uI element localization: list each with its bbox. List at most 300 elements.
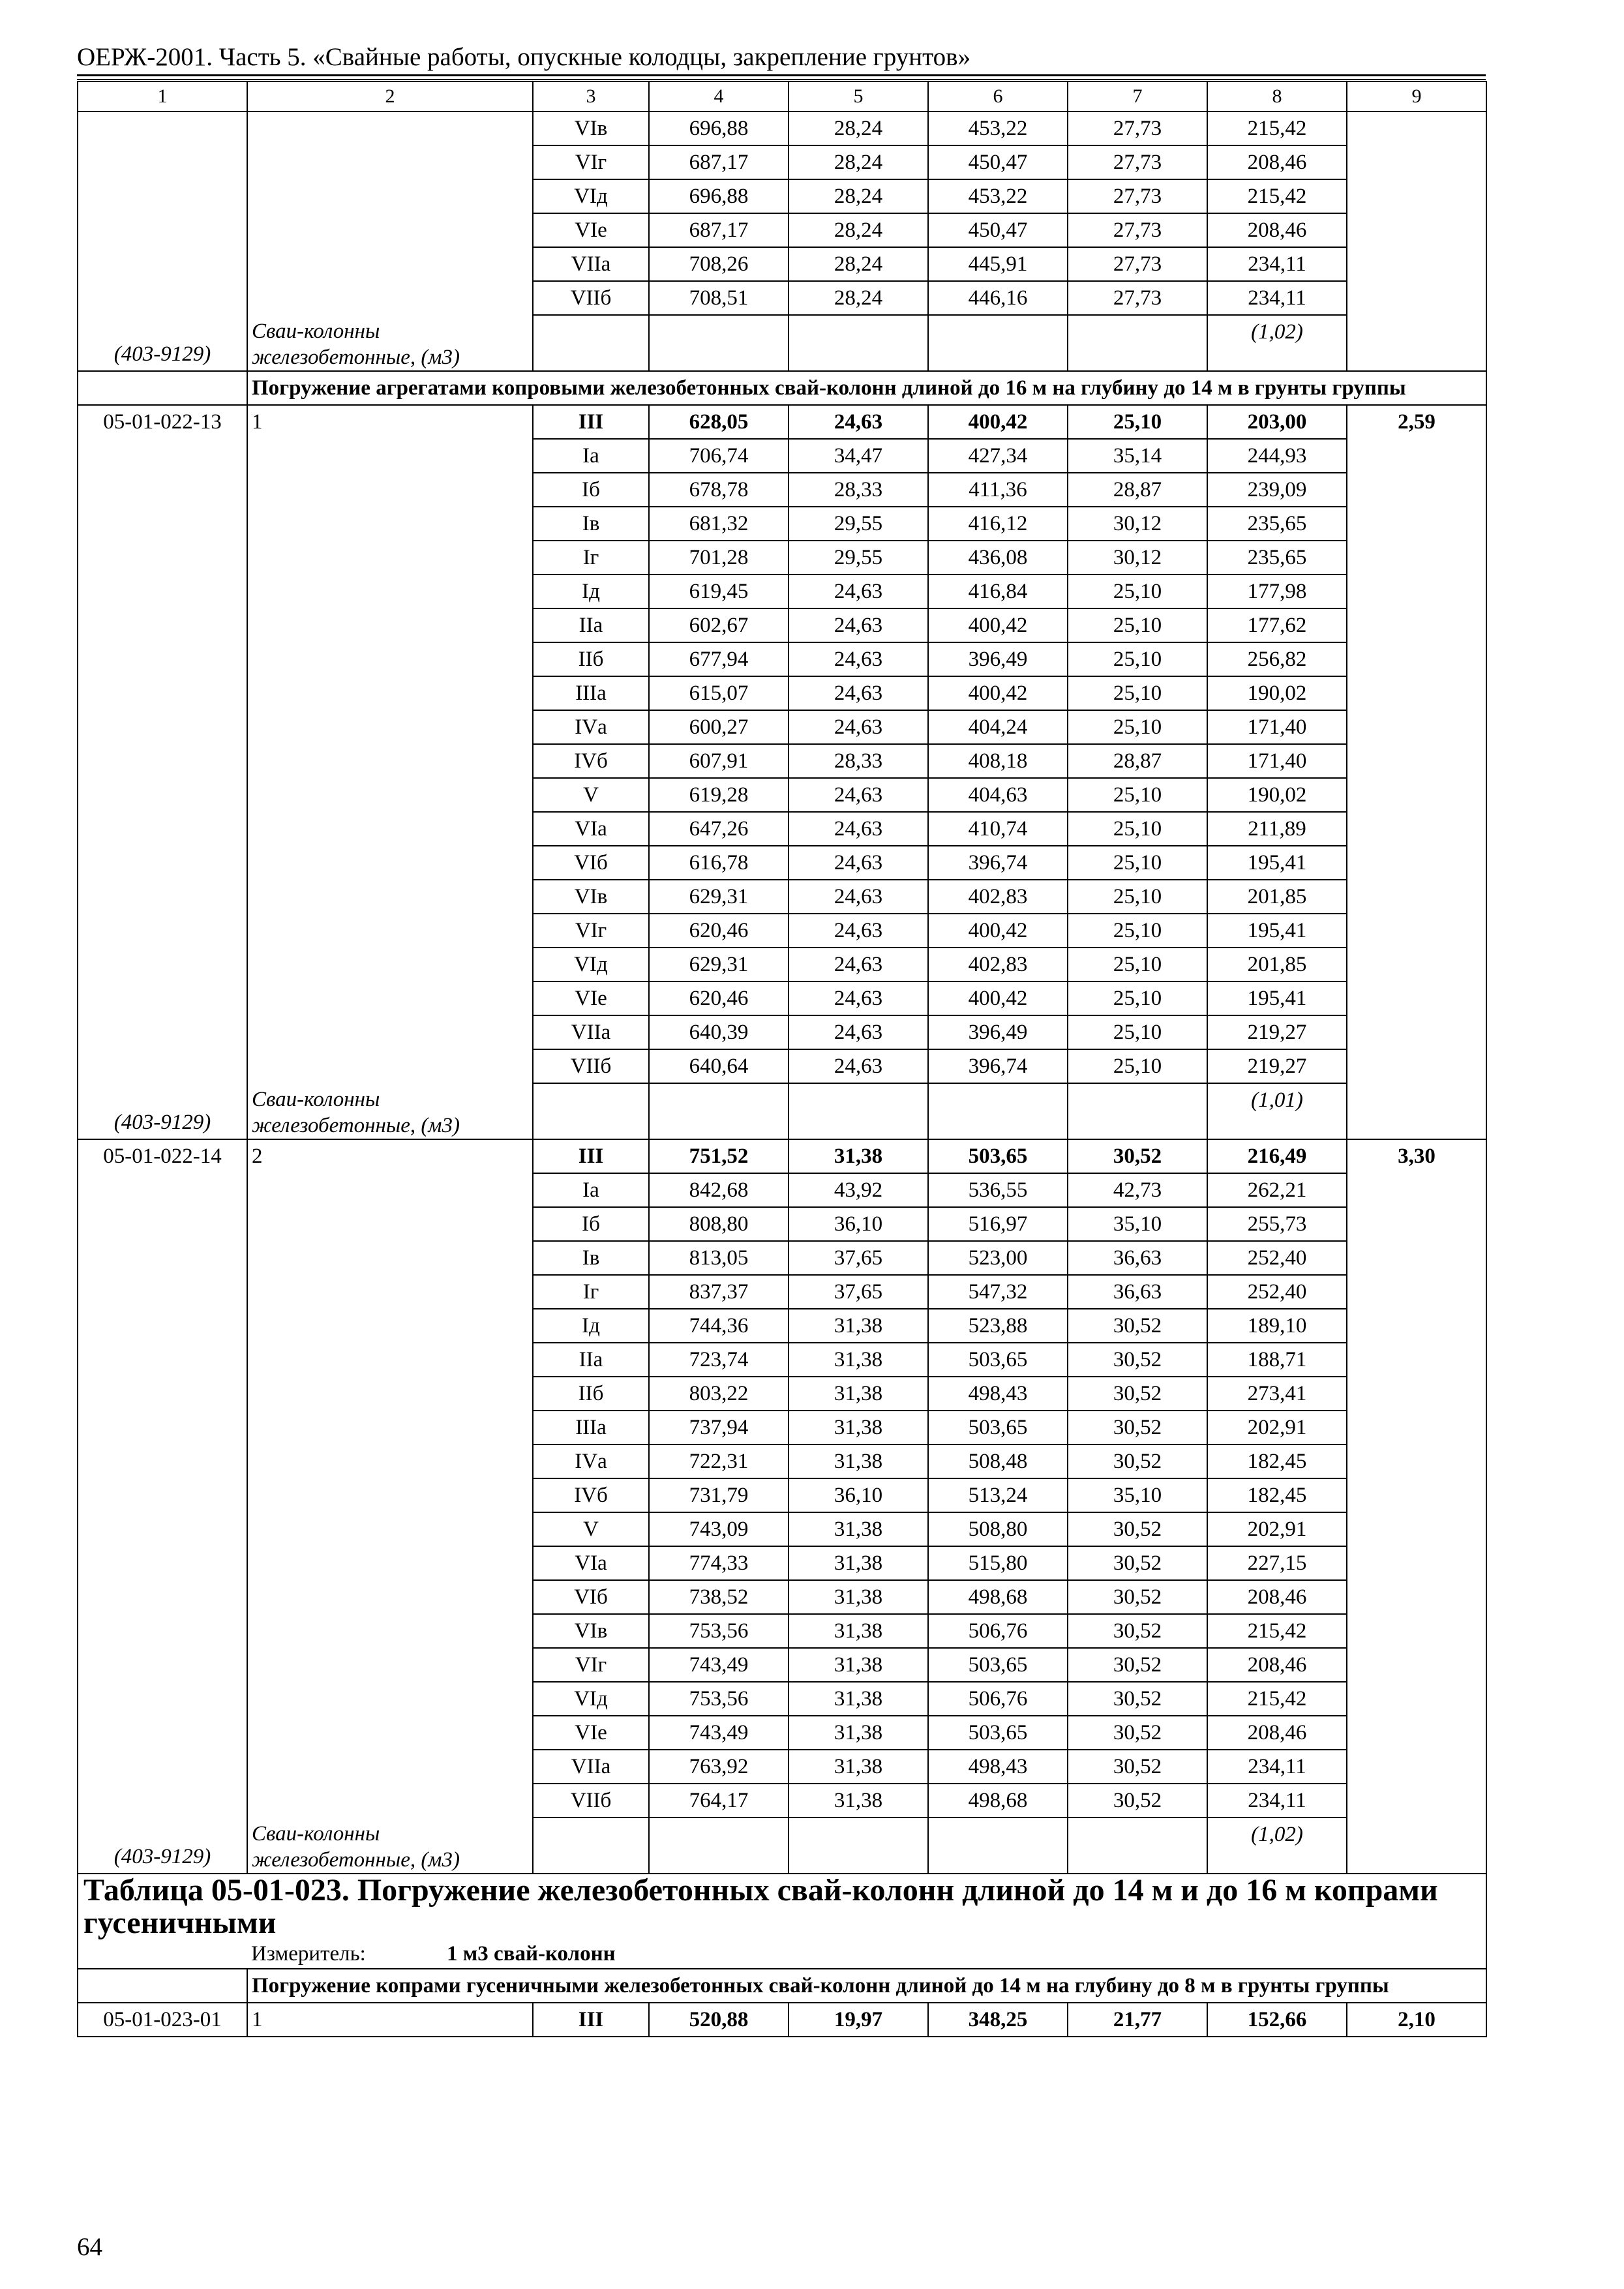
- value-cell: 620,46: [649, 914, 789, 948]
- value-cell: 27,73: [1068, 247, 1207, 281]
- value-cell: 506,76: [928, 1682, 1068, 1716]
- material-unit-line: железобетонные, (м3): [252, 346, 460, 369]
- table-row: [78, 112, 1486, 145]
- value-cell: 201,85: [1207, 948, 1347, 981]
- soil-category-cell: VIв: [533, 1614, 649, 1648]
- value-cell: 629,31: [649, 948, 789, 981]
- value-cell: 252,40: [1207, 1275, 1347, 1309]
- value-cell: 620,46: [649, 981, 789, 1015]
- value-cell: 450,47: [928, 145, 1068, 179]
- value-cell: 25,10: [1068, 812, 1207, 846]
- value-cell: 35,10: [1068, 1478, 1207, 1512]
- header-rule-inner: [77, 79, 1486, 80]
- column-number-row: [78, 82, 1486, 112]
- value-cell: 24,63: [789, 575, 928, 608]
- value-cell: 708,26: [649, 247, 789, 281]
- empty-cell: [1347, 541, 1486, 575]
- value-cell: 28,24: [789, 145, 928, 179]
- value-cell: 400,42: [928, 676, 1068, 710]
- workload-cell: 2,10: [1347, 2003, 1486, 2037]
- soil-category-cell: Iб: [533, 473, 649, 507]
- table-row: [78, 405, 1486, 439]
- value-cell: 234,11: [1207, 247, 1347, 281]
- soil-category-cell: VIIа: [533, 247, 649, 281]
- value-cell: 678,78: [649, 473, 789, 507]
- value-cell: 208,46: [1207, 1716, 1347, 1750]
- empty-cell: [1347, 914, 1486, 948]
- empty-cell: [78, 1969, 247, 2003]
- material-row: [78, 1818, 1486, 1874]
- value-cell: 36,10: [789, 1478, 928, 1512]
- value-cell: 31,38: [789, 1546, 928, 1580]
- soil-category-cell: VIIб: [533, 281, 649, 315]
- column-number: 7: [1068, 82, 1207, 112]
- value-cell: 30,52: [1068, 1444, 1207, 1478]
- value-cell: 619,45: [649, 575, 789, 608]
- value-cell: 416,12: [928, 507, 1068, 541]
- value-cell: 763,92: [649, 1750, 789, 1784]
- empty-cell: [78, 1939, 247, 1969]
- value-cell: 411,36: [928, 473, 1068, 507]
- empty-cell: [1347, 575, 1486, 608]
- empty-cell: [789, 315, 928, 371]
- value-cell: 503,65: [928, 1411, 1068, 1444]
- value-cell: 737,94: [649, 1411, 789, 1444]
- soil-category-cell: IVб: [533, 1478, 649, 1512]
- value-cell: 404,24: [928, 710, 1068, 744]
- group-cell: 2: [247, 1139, 533, 1818]
- empty-cell: [1347, 1716, 1486, 1750]
- value-cell: 215,42: [1207, 1682, 1347, 1716]
- column-number: 1: [78, 82, 247, 112]
- value-cell: 171,40: [1207, 744, 1347, 778]
- rates-table-body: [78, 82, 1486, 2037]
- empty-cell: [1347, 1546, 1486, 1580]
- value-cell: 24,63: [789, 812, 928, 846]
- value-cell: 677,94: [649, 642, 789, 676]
- empty-cell: [1347, 1682, 1486, 1716]
- code-cell: [78, 112, 247, 315]
- soil-category-cell: V: [533, 1512, 649, 1546]
- value-cell: 27,73: [1068, 112, 1207, 145]
- value-cell: 31,38: [789, 1377, 928, 1411]
- value-cell: 25,10: [1068, 914, 1207, 948]
- rate-code-cell: 05-01-023-01: [78, 2003, 247, 2037]
- value-cell: 396,74: [928, 1049, 1068, 1083]
- column-number: 5: [789, 82, 928, 112]
- value-cell: 24,63: [789, 880, 928, 914]
- value-cell: 25,10: [1068, 608, 1207, 642]
- value-cell: 30,52: [1068, 1512, 1207, 1546]
- empty-cell: [533, 315, 649, 371]
- value-cell: 36,63: [1068, 1275, 1207, 1309]
- value-cell: 503,65: [928, 1343, 1068, 1377]
- soil-category-cell: VIг: [533, 914, 649, 948]
- value-cell: 24,63: [789, 981, 928, 1015]
- material-name-cell: [247, 315, 533, 371]
- empty-cell: [1347, 1049, 1486, 1083]
- empty-cell: [1347, 1648, 1486, 1682]
- value-cell: 28,24: [789, 247, 928, 281]
- empty-cell: [1347, 179, 1486, 213]
- value-cell: 436,08: [928, 541, 1068, 575]
- value-cell: 31,38: [789, 1580, 928, 1614]
- value-cell: 764,17: [649, 1784, 789, 1818]
- soil-category-cell: V: [533, 778, 649, 812]
- value-cell: 37,65: [789, 1275, 928, 1309]
- value-cell: 25,10: [1068, 981, 1207, 1015]
- value-cell: 615,07: [649, 676, 789, 710]
- empty-cell: [1347, 1309, 1486, 1343]
- workload-cell: 2,59: [1347, 405, 1486, 439]
- value-cell: 743,49: [649, 1716, 789, 1750]
- material-qty-cell: (1,01): [1207, 1083, 1347, 1139]
- value-cell: 28,87: [1068, 744, 1207, 778]
- empty-cell: [1347, 281, 1486, 315]
- soil-category-cell: IVа: [533, 710, 649, 744]
- value-cell: 600,27: [649, 710, 789, 744]
- value-cell: 188,71: [1207, 1343, 1347, 1377]
- value-cell: 35,10: [1068, 1207, 1207, 1241]
- soil-category-cell: VIд: [533, 179, 649, 213]
- empty-cell: [1347, 1512, 1486, 1546]
- unit-row: [78, 1939, 1486, 1969]
- soil-category-cell: Iв: [533, 1241, 649, 1275]
- value-cell: 706,74: [649, 439, 789, 473]
- value-cell: 400,42: [928, 981, 1068, 1015]
- column-number: 3: [533, 82, 649, 112]
- value-cell: 751,52: [649, 1139, 789, 1173]
- empty-cell: [1347, 1377, 1486, 1411]
- value-cell: 25,10: [1068, 880, 1207, 914]
- empty-cell: [928, 1083, 1068, 1139]
- empty-cell: [1068, 1083, 1207, 1139]
- soil-category-cell: IIб: [533, 642, 649, 676]
- value-cell: 24,63: [789, 608, 928, 642]
- value-cell: 753,56: [649, 1682, 789, 1716]
- value-cell: 24,63: [789, 1015, 928, 1049]
- empty-cell: [1347, 880, 1486, 914]
- value-cell: 396,49: [928, 1015, 1068, 1049]
- value-cell: 239,09: [1207, 473, 1347, 507]
- value-cell: 602,67: [649, 608, 789, 642]
- soil-category-cell: IIIа: [533, 676, 649, 710]
- empty-cell: [533, 1818, 649, 1874]
- material-code-cell: (403-9129): [78, 1083, 247, 1139]
- material-name-line: Сваи-колонны: [252, 320, 380, 343]
- value-cell: 687,17: [649, 145, 789, 179]
- soil-category-cell: VIе: [533, 213, 649, 247]
- value-cell: 208,46: [1207, 213, 1347, 247]
- value-cell: 27,73: [1068, 145, 1207, 179]
- value-cell: 774,33: [649, 1546, 789, 1580]
- document-header: ОЕРЖ-2001. Часть 5. «Свайные работы, опускные колодцы, закрепление грунтов»: [77, 43, 971, 71]
- value-cell: 29,55: [789, 541, 928, 575]
- empty-cell: [1347, 1784, 1486, 1818]
- value-cell: 523,88: [928, 1309, 1068, 1343]
- soil-category-cell: IIIа: [533, 1411, 649, 1444]
- group-cell: 1: [247, 2003, 533, 2037]
- value-cell: 235,65: [1207, 507, 1347, 541]
- empty-cell: [1347, 213, 1486, 247]
- empty-cell: [1347, 1818, 1486, 1874]
- value-cell: 400,42: [928, 608, 1068, 642]
- value-cell: 190,02: [1207, 778, 1347, 812]
- material-unit-line: железобетонные, (м3): [252, 1114, 460, 1137]
- value-cell: 255,73: [1207, 1207, 1347, 1241]
- value-cell: 25,10: [1068, 846, 1207, 880]
- value-cell: 27,73: [1068, 281, 1207, 315]
- value-cell: 640,64: [649, 1049, 789, 1083]
- value-cell: 25,10: [1068, 575, 1207, 608]
- value-cell: 503,65: [928, 1716, 1068, 1750]
- empty-cell: [1347, 507, 1486, 541]
- value-cell: 31,38: [789, 1716, 928, 1750]
- value-cell: 813,05: [649, 1241, 789, 1275]
- soil-category-cell: VIв: [533, 880, 649, 914]
- value-cell: 273,41: [1207, 1377, 1347, 1411]
- soil-category-cell: VIа: [533, 812, 649, 846]
- value-cell: 30,52: [1068, 1309, 1207, 1343]
- value-cell: 410,74: [928, 812, 1068, 846]
- value-cell: 743,09: [649, 1512, 789, 1546]
- empty-cell: [1347, 473, 1486, 507]
- value-cell: 842,68: [649, 1173, 789, 1207]
- value-cell: 708,51: [649, 281, 789, 315]
- value-cell: 619,28: [649, 778, 789, 812]
- value-cell: 182,45: [1207, 1444, 1347, 1478]
- value-cell: 446,16: [928, 281, 1068, 315]
- empty-cell: [1347, 1614, 1486, 1648]
- value-cell: 182,45: [1207, 1478, 1347, 1512]
- value-cell: 25,10: [1068, 1015, 1207, 1049]
- value-cell: 24,63: [789, 676, 928, 710]
- empty-cell: [1347, 846, 1486, 880]
- value-cell: 25,10: [1068, 405, 1207, 439]
- soil-category-cell: VIб: [533, 846, 649, 880]
- page-number: 64: [77, 2233, 102, 2261]
- value-cell: 31,38: [789, 1614, 928, 1648]
- unit-cell: [247, 1939, 1486, 1969]
- value-cell: 215,42: [1207, 112, 1347, 145]
- soil-category-cell: IVб: [533, 744, 649, 778]
- value-cell: 211,89: [1207, 812, 1347, 846]
- material-name-line: Сваи-колонны: [252, 1822, 380, 1846]
- soil-category-cell: VIе: [533, 1716, 649, 1750]
- value-cell: 30,52: [1068, 1648, 1207, 1682]
- value-cell: 722,31: [649, 1444, 789, 1478]
- empty-cell: [1347, 1015, 1486, 1049]
- value-cell: 396,49: [928, 642, 1068, 676]
- soil-category-cell: IVа: [533, 1444, 649, 1478]
- value-cell: 177,98: [1207, 575, 1347, 608]
- value-cell: 244,93: [1207, 439, 1347, 473]
- section-caption-row: [78, 1969, 1486, 2003]
- value-cell: 731,79: [649, 1478, 789, 1512]
- material-row: [78, 315, 1486, 371]
- value-cell: 201,85: [1207, 880, 1347, 914]
- soil-category-cell: VIIа: [533, 1015, 649, 1049]
- value-cell: 30,52: [1068, 1716, 1207, 1750]
- material-code-cell: (403-9129): [78, 1818, 247, 1874]
- value-cell: 427,34: [928, 439, 1068, 473]
- empty-cell: [1347, 1478, 1486, 1512]
- empty-cell: [649, 1818, 789, 1874]
- column-number: 9: [1347, 82, 1486, 112]
- empty-cell: [1347, 710, 1486, 744]
- value-cell: 28,24: [789, 112, 928, 145]
- value-cell: 647,26: [649, 812, 789, 846]
- workload-cell: 3,30: [1347, 1139, 1486, 1173]
- value-cell: 31,38: [789, 1411, 928, 1444]
- material-name-cell: [247, 1083, 533, 1139]
- value-cell: 31,38: [789, 1444, 928, 1478]
- value-cell: 498,68: [928, 1580, 1068, 1614]
- empty-cell: [1347, 1750, 1486, 1784]
- column-number: 2: [247, 82, 533, 112]
- empty-cell: [1347, 315, 1486, 371]
- value-cell: 42,73: [1068, 1173, 1207, 1207]
- value-cell: 28,33: [789, 744, 928, 778]
- empty-cell: [649, 315, 789, 371]
- soil-category-cell: Iа: [533, 439, 649, 473]
- value-cell: 43,92: [789, 1173, 928, 1207]
- empty-cell: [1347, 744, 1486, 778]
- soil-category-cell: VIг: [533, 1648, 649, 1682]
- empty-cell: [1347, 1444, 1486, 1478]
- value-cell: 30,52: [1068, 1682, 1207, 1716]
- empty-cell: [1347, 1411, 1486, 1444]
- table-title: Таблица 05-01-023. Погружение железобетонных свай-колонн длиной до 14 м и до 16 м копрами гусеничными: [78, 1874, 1486, 1939]
- soil-category-cell: III: [533, 2003, 649, 2037]
- value-cell: 208,46: [1207, 1648, 1347, 1682]
- value-cell: 25,10: [1068, 778, 1207, 812]
- soil-category-cell: VIб: [533, 1580, 649, 1614]
- material-qty-cell: (1,02): [1207, 1818, 1347, 1874]
- table-row: [78, 2003, 1486, 2037]
- value-cell: 416,84: [928, 575, 1068, 608]
- value-cell: 30,52: [1068, 1614, 1207, 1648]
- value-cell: 36,63: [1068, 1241, 1207, 1275]
- column-number: 4: [649, 82, 789, 112]
- value-cell: 30,52: [1068, 1139, 1207, 1173]
- value-cell: 515,80: [928, 1546, 1068, 1580]
- empty-cell: [789, 1083, 928, 1139]
- value-cell: 25,10: [1068, 1049, 1207, 1083]
- header-rule: [77, 74, 1486, 76]
- soil-category-cell: VIа: [533, 1546, 649, 1580]
- empty-cell: [1347, 778, 1486, 812]
- value-cell: 152,66: [1207, 2003, 1347, 2037]
- empty-cell: [1068, 315, 1207, 371]
- value-cell: 195,41: [1207, 914, 1347, 948]
- value-cell: 27,73: [1068, 213, 1207, 247]
- value-cell: 19,97: [789, 2003, 928, 2037]
- value-cell: 31,38: [789, 1309, 928, 1343]
- value-cell: 235,65: [1207, 541, 1347, 575]
- value-cell: 35,14: [1068, 439, 1207, 473]
- value-cell: 743,49: [649, 1648, 789, 1682]
- soil-category-cell: IIа: [533, 1343, 649, 1377]
- value-cell: 24,63: [789, 948, 928, 981]
- value-cell: 195,41: [1207, 846, 1347, 880]
- value-cell: 189,10: [1207, 1309, 1347, 1343]
- value-cell: 262,21: [1207, 1173, 1347, 1207]
- value-cell: 445,91: [928, 247, 1068, 281]
- table-title-row: [78, 1874, 1486, 1939]
- value-cell: 404,63: [928, 778, 1068, 812]
- table-row: [78, 1139, 1486, 1173]
- value-cell: 400,42: [928, 914, 1068, 948]
- group-cell: [247, 112, 533, 315]
- column-number: 8: [1207, 82, 1347, 112]
- empty-cell: [78, 371, 247, 405]
- soil-category-cell: VIг: [533, 145, 649, 179]
- value-cell: 24,63: [789, 914, 928, 948]
- soil-category-cell: Iб: [533, 1207, 649, 1241]
- soil-category-cell: Iд: [533, 575, 649, 608]
- group-cell: 1: [247, 405, 533, 1083]
- value-cell: 453,22: [928, 179, 1068, 213]
- empty-cell: [1347, 145, 1486, 179]
- value-cell: 547,32: [928, 1275, 1068, 1309]
- value-cell: 30,52: [1068, 1411, 1207, 1444]
- value-cell: 348,25: [928, 2003, 1068, 2037]
- value-cell: 219,27: [1207, 1049, 1347, 1083]
- material-unit-line: железобетонные, (м3): [252, 1848, 460, 1872]
- empty-cell: [1347, 1275, 1486, 1309]
- value-cell: 202,91: [1207, 1512, 1347, 1546]
- column-number: 6: [928, 82, 1068, 112]
- value-cell: 34,47: [789, 439, 928, 473]
- soil-category-cell: Iа: [533, 1173, 649, 1207]
- empty-cell: [533, 1083, 649, 1139]
- value-cell: 616,78: [649, 846, 789, 880]
- value-cell: 28,87: [1068, 473, 1207, 507]
- material-qty-cell: (1,02): [1207, 315, 1347, 371]
- value-cell: 508,80: [928, 1512, 1068, 1546]
- soil-category-cell: VIIб: [533, 1784, 649, 1818]
- value-cell: 30,52: [1068, 1750, 1207, 1784]
- unit-label: Измеритель:: [251, 1942, 366, 1966]
- value-cell: 215,42: [1207, 179, 1347, 213]
- value-cell: 520,88: [649, 2003, 789, 2037]
- soil-category-cell: III: [533, 1139, 649, 1173]
- value-cell: 701,28: [649, 541, 789, 575]
- value-cell: 29,55: [789, 507, 928, 541]
- value-cell: 640,39: [649, 1015, 789, 1049]
- value-cell: 408,18: [928, 744, 1068, 778]
- empty-cell: [1347, 1241, 1486, 1275]
- value-cell: 256,82: [1207, 642, 1347, 676]
- empty-cell: [1347, 1207, 1486, 1241]
- value-cell: 25,10: [1068, 676, 1207, 710]
- value-cell: 216,49: [1207, 1139, 1347, 1173]
- value-cell: 31,38: [789, 1512, 928, 1546]
- empty-cell: [1347, 676, 1486, 710]
- value-cell: 506,76: [928, 1614, 1068, 1648]
- value-cell: 227,15: [1207, 1546, 1347, 1580]
- empty-cell: [649, 1083, 789, 1139]
- empty-cell: [789, 1818, 928, 1874]
- empty-cell: [1347, 812, 1486, 846]
- value-cell: 402,83: [928, 880, 1068, 914]
- value-cell: 498,43: [928, 1377, 1068, 1411]
- value-cell: 837,37: [649, 1275, 789, 1309]
- value-cell: 536,55: [928, 1173, 1068, 1207]
- value-cell: 453,22: [928, 112, 1068, 145]
- value-cell: 203,00: [1207, 405, 1347, 439]
